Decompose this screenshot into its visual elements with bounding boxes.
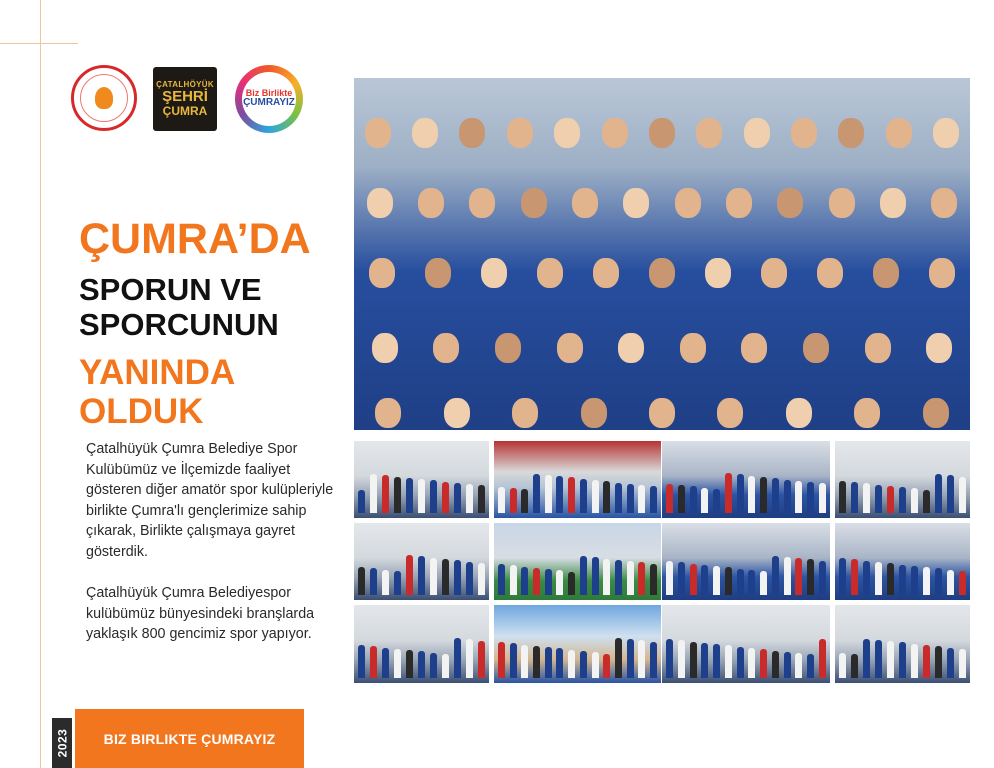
thumbnail-photo xyxy=(835,441,970,518)
year-label: 2023 xyxy=(55,728,70,758)
footer-slogan-button[interactable] xyxy=(75,709,304,768)
municipality-seal-logo xyxy=(71,65,137,131)
crowd-row xyxy=(354,188,970,218)
crowd-row xyxy=(354,258,970,288)
headline-line5: OLDUK xyxy=(79,391,204,431)
biz-birlikte-cumrayiz-logo xyxy=(235,65,303,133)
decorative-vertical-line xyxy=(40,0,41,768)
logo-biz-line1: Biz Birlikte xyxy=(245,88,293,99)
logo-sehri-line3: ÇUMRA xyxy=(162,103,208,118)
logo-row xyxy=(71,65,311,133)
logo-sehri-line1: ÇATALHÖYÜK xyxy=(156,79,214,89)
flame-icon xyxy=(95,87,113,109)
thumbnail-photo xyxy=(662,605,830,683)
thumbnail-photo xyxy=(835,523,970,600)
decorative-horizontal-line xyxy=(0,43,78,44)
thumbnail-photo xyxy=(494,523,661,600)
thumbnail-photo xyxy=(662,441,830,518)
body-paragraph-2: Çatalhüyük Çumra Belediyespor kulübümüz bünyesindeki branşlarda yaklaşık 800 gencimiz spor yapıyor. xyxy=(86,585,315,642)
footer-slogan-label: BIZ BIRLIKTE ÇUMRAYIZ xyxy=(103,730,276,747)
headline xyxy=(79,215,339,431)
headline-line2: SPORUN VE xyxy=(79,272,262,307)
thumbnail-photo xyxy=(354,523,489,600)
year-tab xyxy=(52,718,72,768)
body-text xyxy=(86,439,341,645)
headline-line4: YANINDA xyxy=(79,353,236,393)
thumbnail-photo xyxy=(494,441,661,518)
crowd-row xyxy=(354,398,970,428)
thumbnail-photo xyxy=(354,441,489,518)
body-paragraph-1: Çatalhüyük Çumra Belediye Spor Kulübümüz ve İlçemizde faaliyet gösteren diğer amatör spor kulüpleriyle birlikte Çumra'lı gençlerimize sahip çıkarak, Birlikte çalışmaya gayret gösterdik. xyxy=(86,441,334,560)
headline-line3: SPORCUNUN xyxy=(79,306,279,342)
crowd-row xyxy=(354,333,970,363)
crowd-row xyxy=(354,118,970,148)
thumbnail-photo xyxy=(662,523,830,600)
logo-biz-line2: ÇUMRAYIZ xyxy=(243,97,295,109)
thumbnail-photo xyxy=(354,605,489,683)
main-photo-children-waving xyxy=(354,78,970,430)
thumbnail-photo xyxy=(494,605,661,683)
catalhoyuk-sehri-cumra-logo xyxy=(153,67,217,131)
logo-sehri-line2: ŞEHRİ xyxy=(162,88,208,106)
headline-line1: ÇUMRA’DA xyxy=(79,215,311,263)
thumbnail-photo xyxy=(835,605,970,683)
